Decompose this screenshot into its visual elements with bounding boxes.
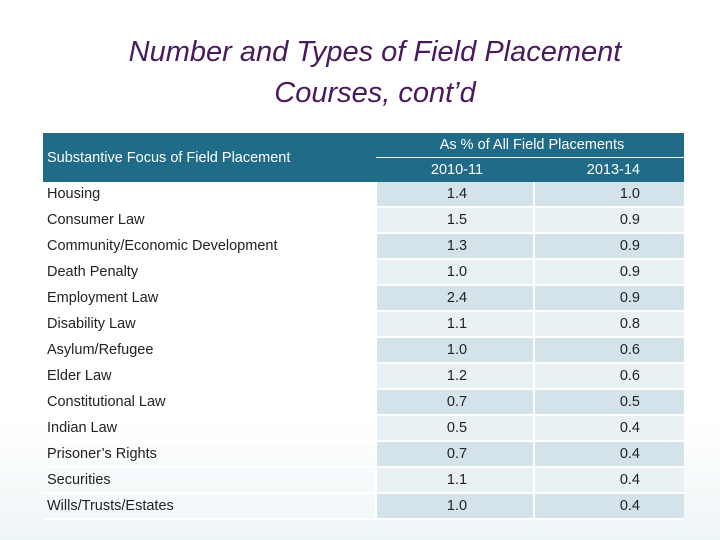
header-group: As % of All Field Placements: [376, 133, 684, 158]
row-value-2010-11: 1.1: [376, 311, 534, 337]
row-label: Elder Law: [43, 363, 376, 389]
row-label: Asylum/Refugee: [43, 337, 376, 363]
table-row: [43, 467, 684, 493]
row-label: Disability Law: [43, 311, 376, 337]
row-value-2013-14: 0.9: [534, 259, 684, 285]
row-label: Community/Economic Development: [43, 233, 376, 259]
table-row: [43, 415, 684, 441]
row-value-2013-14: 1.0: [534, 182, 684, 207]
placements-table: [43, 133, 684, 520]
table-row: [43, 337, 684, 363]
row-label: Indian Law: [43, 415, 376, 441]
table-row: [43, 233, 684, 259]
table-row: [43, 493, 684, 519]
table-row: [43, 285, 684, 311]
table-row: [43, 311, 684, 337]
table-body: [43, 182, 684, 519]
row-value-2013-14: 0.5: [534, 389, 684, 415]
row-value-2010-11: 1.2: [376, 363, 534, 389]
table-row: [43, 441, 684, 467]
slide-title-line-1: Number and Types of Field Placement: [128, 36, 622, 68]
row-label: Housing: [43, 182, 376, 207]
table-row: [43, 182, 684, 207]
row-value-2010-11: 0.5: [376, 415, 534, 441]
row-value-2013-14: 0.9: [534, 233, 684, 259]
header-focus: Substantive Focus of Field Placement: [43, 133, 376, 182]
row-value-2010-11: 0.7: [376, 389, 534, 415]
row-value-2013-14: 0.6: [534, 337, 684, 363]
row-value-2010-11: 1.1: [376, 467, 534, 493]
row-label: Employment Law: [43, 285, 376, 311]
row-label: Constitutional Law: [43, 389, 376, 415]
row-value-2010-11: 1.0: [376, 493, 534, 519]
row-label: Death Penalty: [43, 259, 376, 285]
row-value-2010-11: 0.7: [376, 441, 534, 467]
row-value-2010-11: 1.5: [376, 207, 534, 233]
row-value-2010-11: 1.4: [376, 182, 534, 207]
row-value-2010-11: 2.4: [376, 285, 534, 311]
row-label: Wills/Trusts/Estates: [43, 493, 376, 519]
row-value-2013-14: 0.9: [534, 285, 684, 311]
row-value-2013-14: 0.4: [534, 415, 684, 441]
row-value-2013-14: 0.9: [534, 207, 684, 233]
header-year-2013-14: 2013-14: [534, 158, 684, 183]
row-value-2010-11: 1.0: [376, 259, 534, 285]
header-year-2010-11: 2010-11: [376, 158, 534, 183]
slide-title: [60, 32, 690, 114]
row-value-2013-14: 0.6: [534, 363, 684, 389]
row-value-2013-14: 0.4: [534, 493, 684, 519]
header-row-1: [43, 133, 684, 158]
row-label: Prisoner’s Rights: [43, 441, 376, 467]
row-value-2013-14: 0.4: [534, 441, 684, 467]
table-row: [43, 363, 684, 389]
row-value-2010-11: 1.3: [376, 233, 534, 259]
table-row: [43, 389, 684, 415]
slide-title-line-2: Courses, cont’d: [274, 77, 476, 109]
table-row: [43, 259, 684, 285]
row-value-2013-14: 0.8: [534, 311, 684, 337]
placements-table-container: [43, 133, 684, 520]
row-value-2010-11: 1.0: [376, 337, 534, 363]
row-label: Consumer Law: [43, 207, 376, 233]
table-row: [43, 207, 684, 233]
row-value-2013-14: 0.4: [534, 467, 684, 493]
row-label: Securities: [43, 467, 376, 493]
